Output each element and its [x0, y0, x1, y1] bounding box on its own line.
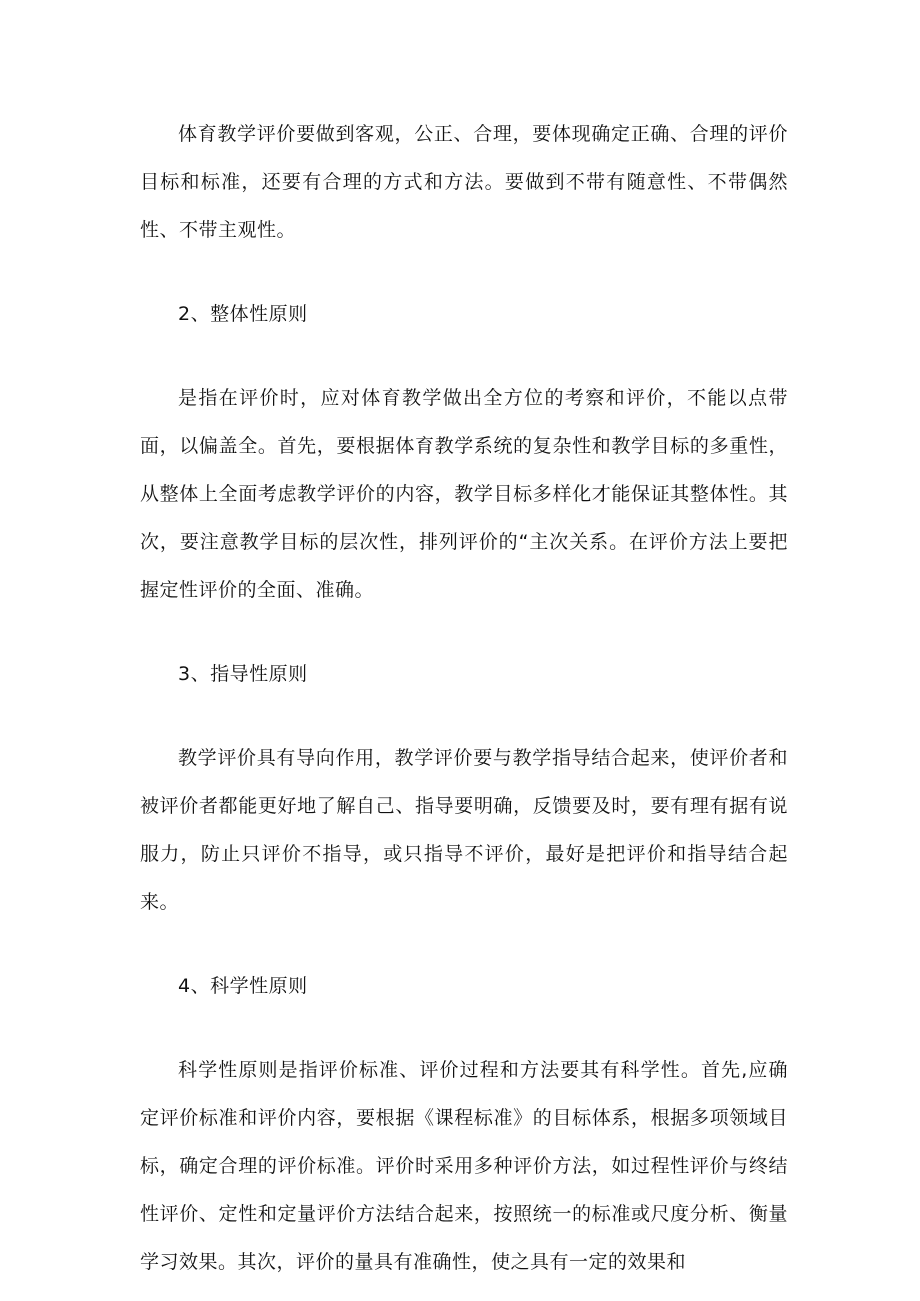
paragraph-integrity: 是指在评价时，应对体育教学做出全方位的考察和评价，不能以点带面，以偏盖全。首先，要根据体育教学系统的复杂性和教学目标的多重性，从整体上全面考虑教学评价的内容，教学目标多样化才能保证其整体性。其次，要注意教学目标的层次性，排列评价的“主次关系。在评价方法上要把握定性评价的全面、准确。 — [140, 387, 788, 601]
paragraph-guidance: 教学评价具有导向作用，教学评价要与教学指导结合起来，使评价者和被评价者都能更好地了解自己、指导要明确，反馈要及时，要有理有据有说服力，防止只评价不指导，或只指导不评价，最好是把评价和指导结合起来。 — [140, 747, 788, 913]
heading-scientific-principle: 4、科学性原则 — [178, 975, 308, 997]
heading-integrity-principle: 2、整体性原则 — [178, 303, 308, 325]
heading-guidance-principle: 3、指导性原则 — [178, 663, 308, 685]
paragraph-objectivity: 体育教学评价要做到客观，公正、合理，要体现确定正确、合理的评价目标和标准，还要有合理的方式和方法。要做到不带有随意性、不带偶然性、不带主观性。 — [140, 123, 788, 241]
paragraph-scientific: 科学性原则是指评价标准、评价过程和方法要其有科学性。首先,应确定评价标准和评价内容，要根据《课程标准》的目标体系，根据多项领域目标，确定合理的评价标准。评价时采用多种评价方法，如过程性评价与终结性评价、定性和定量评价方法结合起来，按照统一的标准或尺度分析、衡量学习效果。其次，评价的量具有准确性，使之具有一定的效果和 — [140, 1059, 788, 1273]
